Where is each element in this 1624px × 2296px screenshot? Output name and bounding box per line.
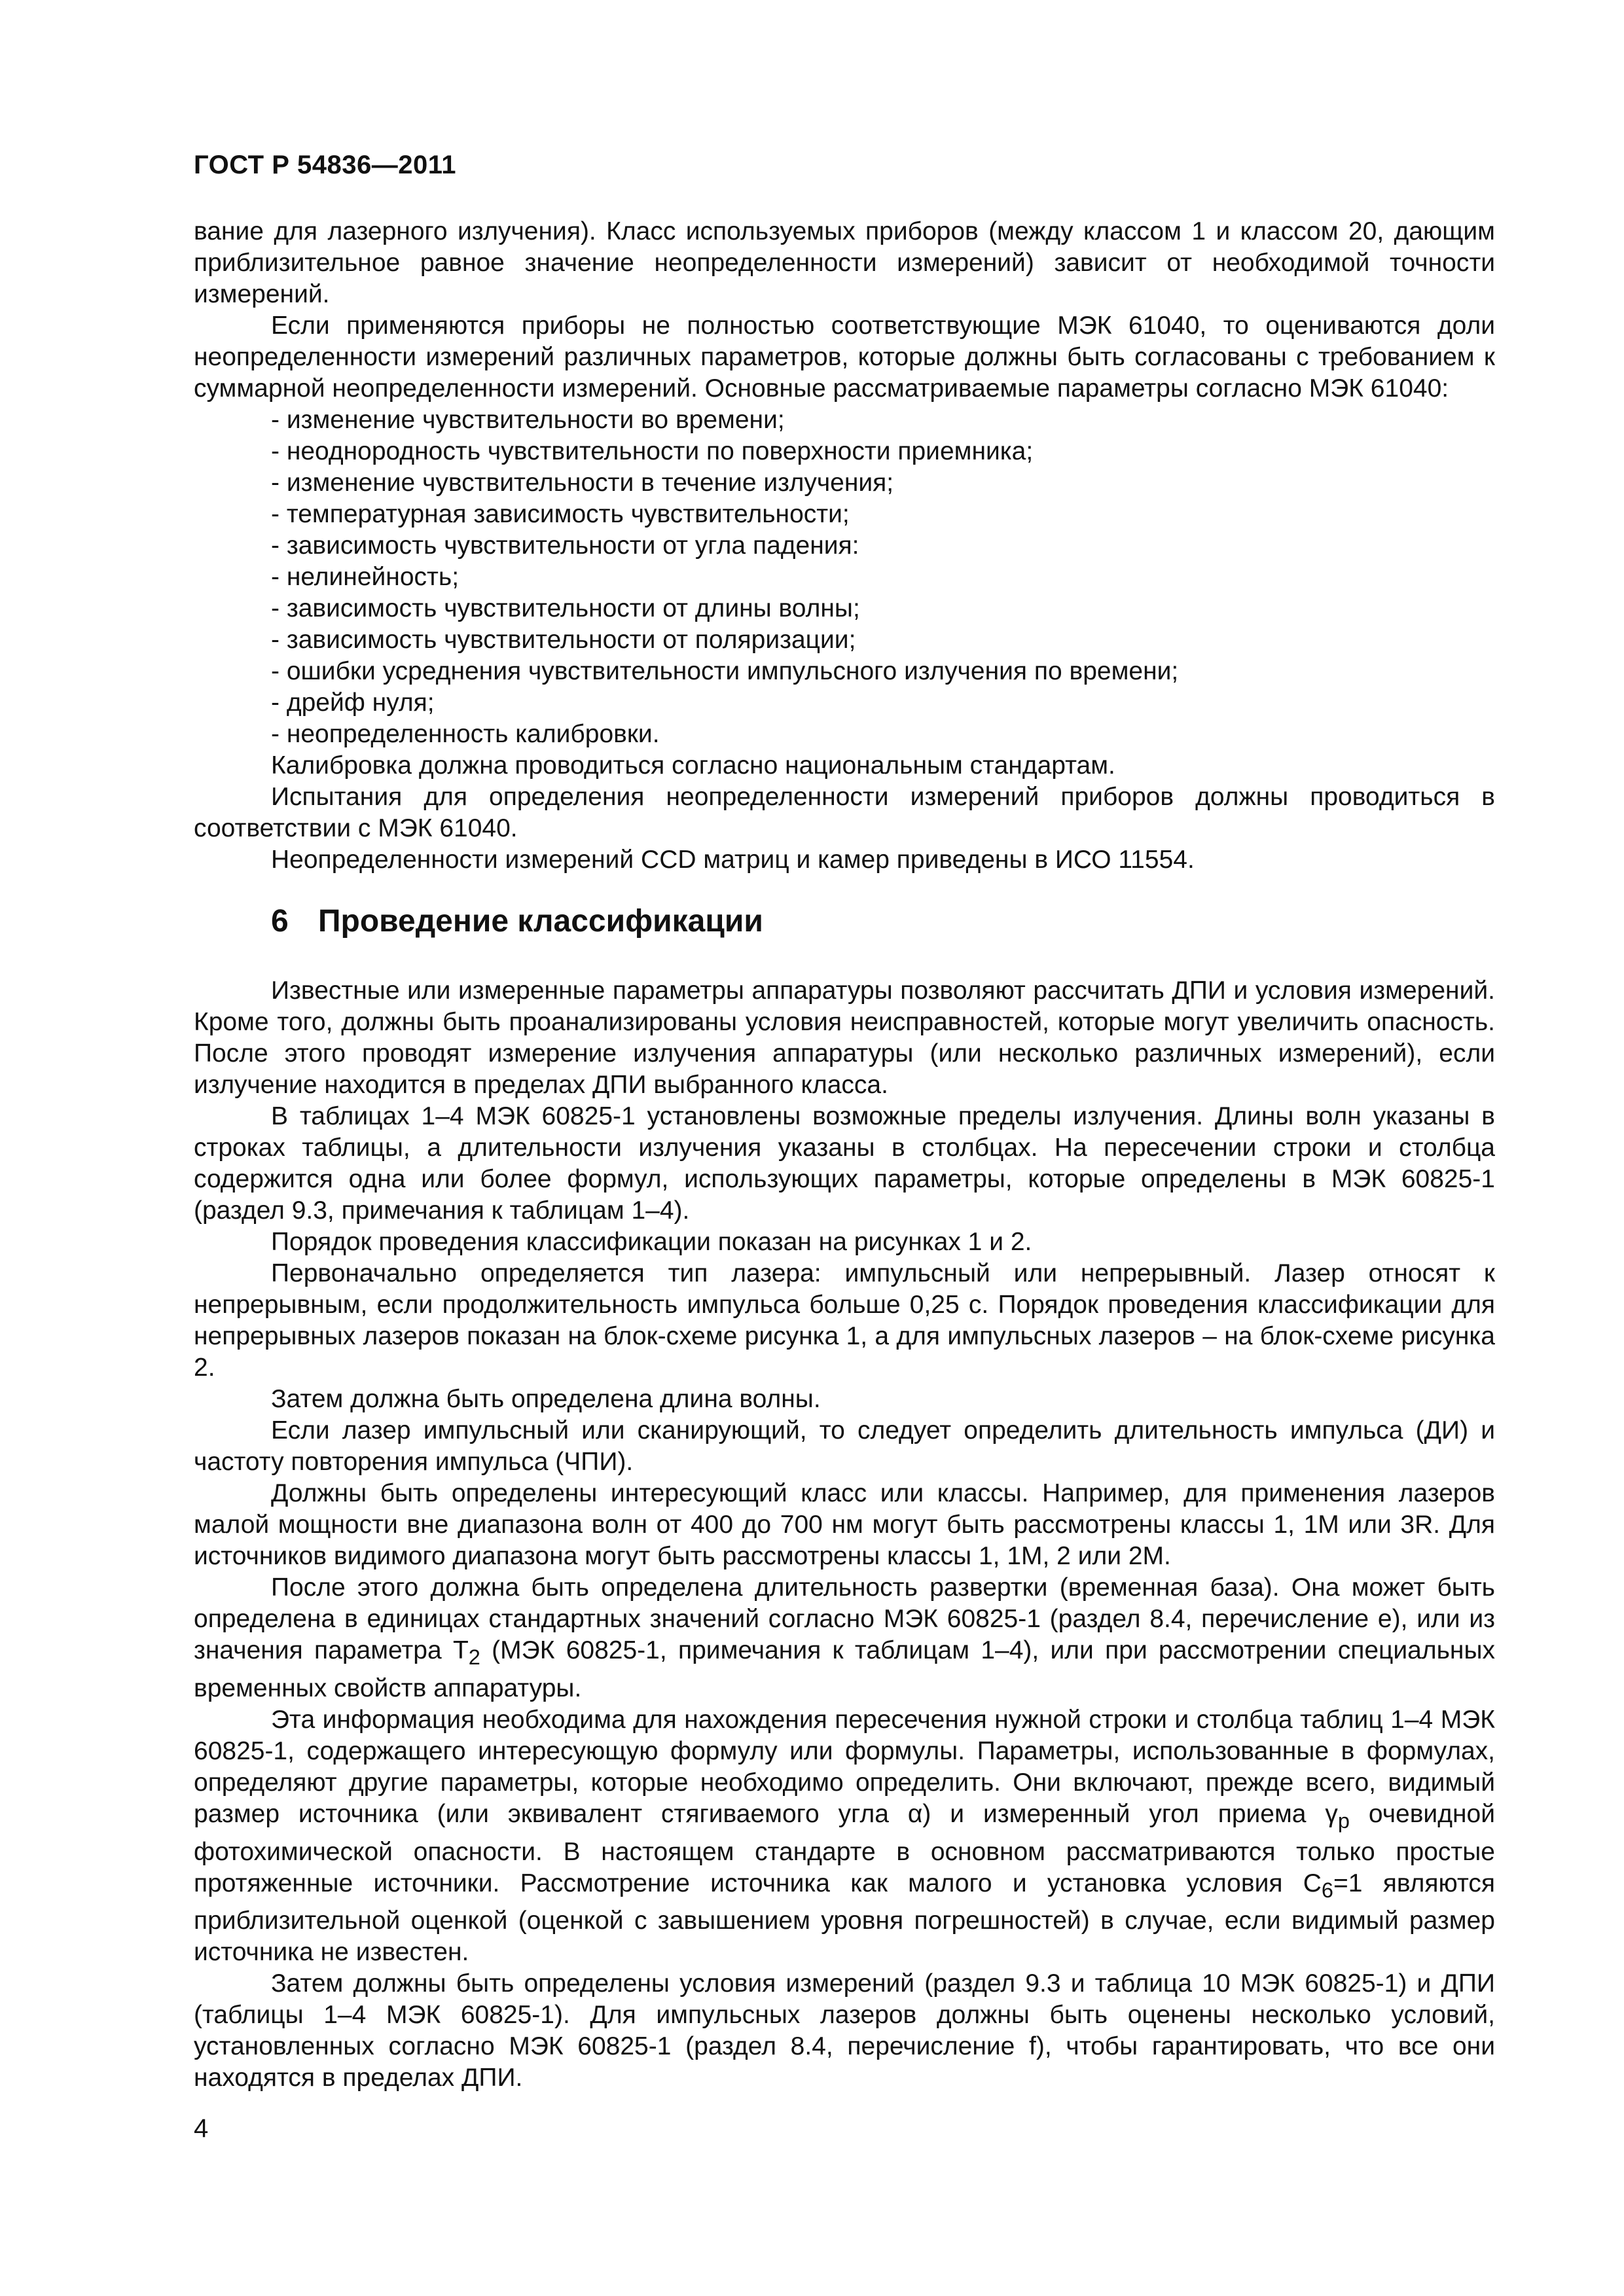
list-item: - изменение чувствительности во времени; <box>271 406 785 434</box>
section-heading <box>271 902 1495 941</box>
page-content <box>194 216 1495 2094</box>
list-item: - дрейф нуля; <box>271 689 435 717</box>
page-number: 4 <box>194 2114 209 2143</box>
subscript: 2 <box>468 1645 480 1669</box>
text-run: =1 являются приблизительной оценкой (оценкой с завышением уровня погрешностей) в случае, если видимый размер источника не известен. <box>194 1869 1495 1967</box>
text-run: Эта информация необходима для нахождения пересечения нужной строки и столбца таблиц 1–4 МЭК 60825-1, содержащего интересующую формулу или формулы. Параметры, использованные в формулах, определяют другие параметры, которые необходимо определить. Они включают, прежде всего, видимый размер источника (или эквивалент стягиваемого угла α) и измеренный угол приема γ <box>194 1705 1495 1828</box>
document-header: ГОСТ Р 54836—2011 <box>194 151 456 179</box>
list-item: - нелинейность; <box>271 563 460 591</box>
list-item: - изменение чувствительности в течение излучения; <box>271 469 894 497</box>
subscript: 6 <box>1321 1878 1333 1902</box>
paragraph: Первоначально определяется тип лазера: импульсный или непрерывный. Лазер относят к непрерывным, если продолжительность импульса больше 0,25 с. Порядок проведения классификации для непрерывных лазеров показан на блок-схеме рисунка 1, а для импульсных лазеров – на блок-схеме рисунка 2. <box>194 1259 1495 1382</box>
list-item: - зависимость чувствительности от длины волны; <box>271 594 860 622</box>
text-run: После этого должна быть определена длительность развертки (временная база). Она может быть определена в единицах стандартных значений согласно МЭК 60825-1 (раздел 8.4, перечисление е), или из значения параметра T <box>194 1573 1495 1664</box>
section-title: Проведение классификации <box>318 904 763 939</box>
paragraph: вание для лазерного излучения). Класс используемых приборов (между классом 1 и классом 20, дающим приблизительное равное значение неопределенности измерений) зависит от необходимой точности измерений. <box>194 217 1495 308</box>
list-item: - зависимость чувствительности от угла падения: <box>271 531 859 560</box>
paragraph: Неопределенности измерений CCD матриц и камер приведены в ИСО 11554. <box>271 846 1195 874</box>
paragraph: Затем должна быть определена длина волны. <box>271 1385 821 1413</box>
list-item: - зависимость чувствительности от поляризации; <box>271 626 856 654</box>
paragraph: Если применяются приборы не полностью соответствующие МЭК 61040, то оцениваются доли неопределенности измерений различных параметров, которые должны быть согласованы с требованием к суммарной неопределенности измерений. Основные рассматриваемые параметры согласно МЭК 61040: <box>194 312 1495 403</box>
paragraph: Порядок проведения классификации показан на рисунках 1 и 2. <box>271 1228 1032 1256</box>
parameter-list <box>194 404 1495 750</box>
paragraph: Если лазер импульсный или сканирующий, то следует определить длительность импульса (ДИ) и частоту повторения импульса (ЧПИ). <box>194 1416 1495 1476</box>
paragraph: Должны быть определены интересующий класс или классы. Например, для применения лазеров малой мощности вне диапазона волн от 400 до 700 нм могут быть рассмотрены классы 1, 1М или 3R. Для источников видимого диапазона могут быть рассмотрены классы 1, 1М, 2 или 2М. <box>194 1479 1495 1570</box>
list-item: - неопределенность калибровки. <box>271 720 660 748</box>
subscript: p <box>1337 1808 1350 1833</box>
paragraph: Затем должны быть определены условия измерений (раздел 9.3 и таблица 10 МЭК 60825-1) и ДПИ (таблицы 1–4 МЭК 60825-1). Для импульсных лазеров должны быть оценены несколько условий, установленных согласно МЭК 60825-1 (раздел 8.4, перечисление f), чтобы гарантировать, что все они находятся в пределах ДПИ. <box>194 1969 1495 2092</box>
section-number: 6 <box>271 904 289 939</box>
paragraph: Калибровка должна проводиться согласно национальным стандартам. <box>271 751 1115 780</box>
paragraph <box>194 1704 1495 1969</box>
paragraph: В таблицах 1–4 МЭК 60825-1 установлены возможные пределы излучения. Длины волн указаны в строках таблицы, а длительности излучения указаны в столбцах. На пересечении строки и столбца содержится одна или более формул, использующих параметры, которые определены в МЭК 60825-1 (раздел 9.3, примечания к таблицам 1–4). <box>194 1102 1495 1225</box>
list-item: - неоднородность чувствительности по поверхности приемника; <box>271 437 1034 465</box>
list-item: - температурная зависимость чувствительности; <box>271 500 850 528</box>
paragraph <box>194 1572 1495 1704</box>
paragraph: Испытания для определения неопределенности измерений приборов должны проводиться в соответствии с МЭК 61040. <box>194 783 1495 842</box>
text-run: (МЭК 60825-1, примечания к таблицам 1–4), или при рассмотрении специальных временных свойств аппаратуры. <box>194 1636 1496 1702</box>
paragraph: Известные или измеренные параметры аппаратуры позволяют рассчитать ДПИ и условия измерений. Кроме того, должны быть проанализированы условия неисправностей, которые могут увеличить опасность. После этого проводят измерение излучения аппаратуры (или несколько различных измерений), если излучение находится в пределах ДПИ выбранного класса. <box>194 977 1495 1099</box>
list-item: - ошибки усреднения чувствительности импульсного излучения по времени; <box>271 657 1179 685</box>
text-run: очевидной фотохимической опасности. В настоящем стандарте в основном рассматриваются только простые протяженные источники. Рассмотрение источника как малого и установка условия C <box>194 1799 1495 1897</box>
